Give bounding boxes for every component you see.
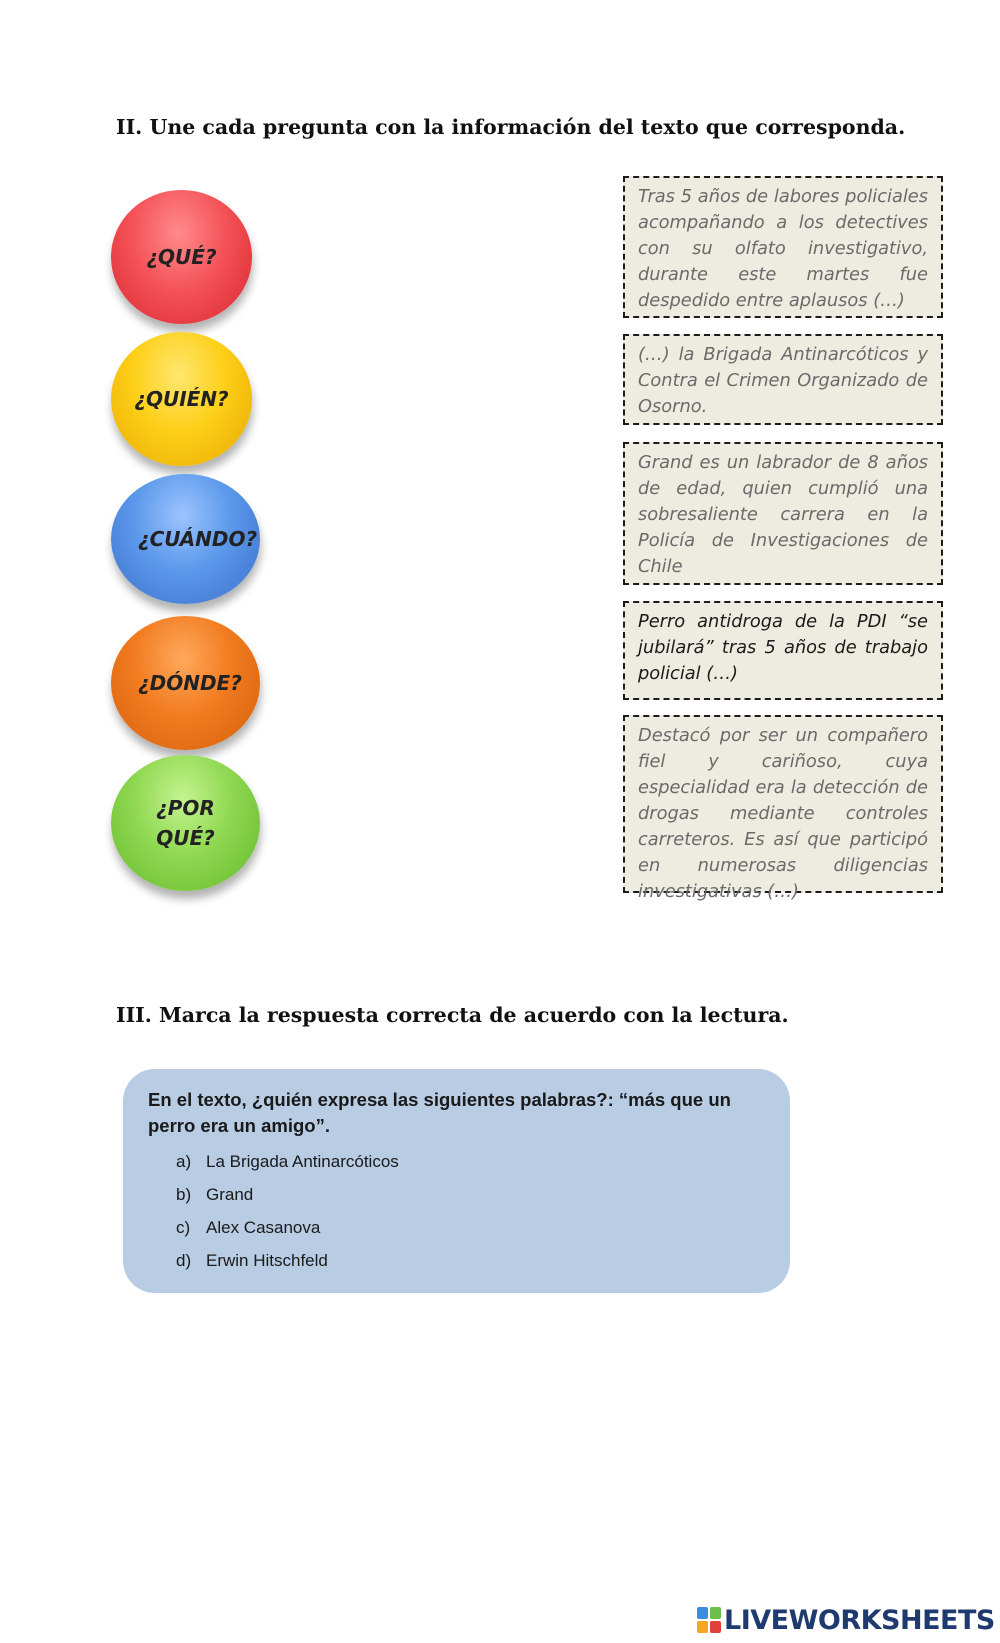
liveworksheets-logo [697,1604,995,1636]
option-text: Erwin Hitschfeld [206,1251,328,1270]
option-d[interactable] [148,1251,762,1284]
option-letter: b) [176,1185,192,1204]
question-circle-quien[interactable] [111,332,252,466]
question-label: ¿CUÁNDO? [138,527,258,551]
option-text: Alex Casanova [206,1218,321,1237]
question-label: ¿DÓNDE? [138,671,242,695]
question-label: ¿QUÉ? [146,245,217,269]
section-3-title: III. Marca la respuesta correcta de acuerdo con la lectura. [116,1003,789,1027]
answer-box-1[interactable]: Tras 5 años de labores policiales acompañando a los detectives con su olfato investigativo, durante este martes fue despedido entre aplausos (…) [623,176,943,318]
answer-box-2[interactable]: (…) la Brigada Antinarcóticos y Contra el Crimen Organizado de Osorno. [623,334,943,425]
question-circle-cuando[interactable] [111,474,260,604]
question-text: En el texto, ¿quién expresa las siguientes palabras?: “más que un perro era un amigo”. [148,1089,731,1136]
question-circle-por-que[interactable] [111,755,260,891]
option-a[interactable] [148,1152,762,1185]
option-text: La Brigada Antinarcóticos [206,1152,399,1171]
section-2-title: II. Une cada pregunta con la información del texto que corresponda. [116,115,906,139]
liveworksheets-logo-icon [697,1607,721,1633]
question-label: ¿POR QUÉ? [156,796,215,850]
answer-box-4[interactable]: Perro antidroga de la PDI “se jubilará” tras 5 años de trabajo policial (…) [623,601,943,700]
option-c[interactable] [148,1218,762,1251]
option-letter: a) [176,1152,192,1171]
question-circle-donde[interactable] [111,616,260,750]
brand-name: LIVEWORKSHEETS [724,1604,995,1636]
answer-box-3[interactable]: Grand es un labrador de 8 años de edad, quien cumplió una sobresaliente carrera en la Policía de Investigaciones de Chile [623,442,943,585]
option-letter: c) [176,1218,191,1237]
option-text: Grand [206,1185,254,1204]
question-card [123,1069,790,1293]
option-letter: d) [176,1251,192,1270]
answer-box-5[interactable]: Destacó por ser un compañero fiel y cariñoso, cuya especialidad era la detección de drogas mediante controles carreteros. Es así que participó en numerosas diligencias investigativas (…) [623,715,943,893]
question-circle-que[interactable] [111,190,252,324]
option-b[interactable] [148,1185,762,1218]
question-label: ¿QUIÉN? [134,387,229,411]
